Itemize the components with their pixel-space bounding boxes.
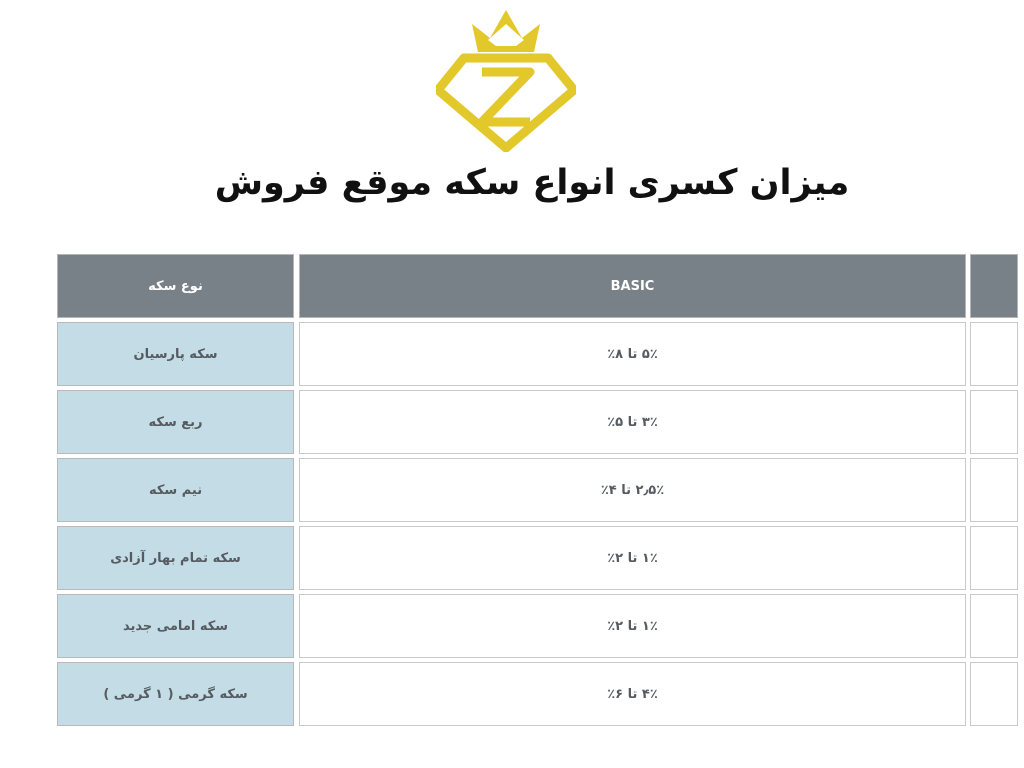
coin-name: سکه گرمی ( ۱ گرمی ) (57, 662, 294, 726)
discount-value: ۱٪ تا ۲٪ (299, 526, 966, 590)
extra-cell (970, 390, 1018, 454)
extra-cell (970, 662, 1018, 726)
extra-cell (970, 594, 1018, 658)
page-title: میزان کسری انواع سکه موقع فروش (214, 163, 850, 203)
crown-diamond-logo-icon (436, 10, 576, 152)
extra-cell (970, 322, 1018, 386)
header-coin-type: نوع سکه (57, 254, 294, 318)
extra-cell (970, 458, 1018, 522)
coin-name: سکه امامی جدید (57, 594, 294, 658)
coin-name: نیم سکه (57, 458, 294, 522)
coin-name: ربع سکه (57, 390, 294, 454)
extra-cell (970, 526, 1018, 590)
brand-logo (436, 10, 576, 152)
header-extra (970, 254, 1018, 318)
discount-value: ۵٪ تا ۸٪ (299, 322, 966, 386)
discount-value: ۱٪ تا ۲٪ (299, 594, 966, 658)
discount-value: ۴٪ تا ۶٪ (299, 662, 966, 726)
discount-value: ۲٫۵٪ تا ۴٪ (299, 458, 966, 522)
coin-name: سکه پارسیان (57, 322, 294, 386)
coin-name: سکه تمام بهار آزادی (57, 526, 294, 590)
header-basic: BASIC (299, 254, 966, 318)
discount-value: ۳٪ تا ۵٪ (299, 390, 966, 454)
